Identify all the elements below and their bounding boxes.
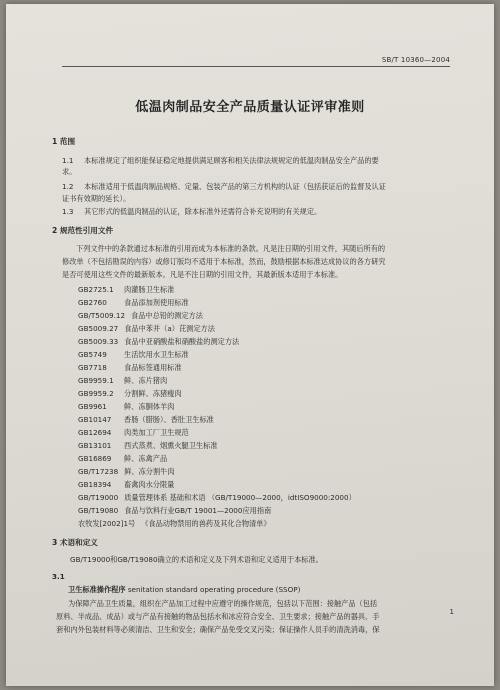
reference-item: GB12694 肉类加工厂卫生规范 (78, 428, 189, 437)
reference-item: GB9959.1 鲜、冻片猪肉 (78, 376, 168, 385)
term-body-line-1: 为保障产品卫生质量，组织在产品加工过程中应遵守的操作规范，包括以下范围：接触产品（包括 (68, 599, 378, 608)
term-body-line-2: 原料、半成品、成品）或与产品有接触的物品包括水和冰应符合安全、卫生要求；接触产品的器具、手 (56, 612, 380, 621)
normative-intro-line-2: 修改单（不包括勘误的内容）或修订版均不适用于本标准，然而，鼓励根据本标准达成协议的各方研究 (62, 257, 386, 266)
clause-1-1-text-cont: 求。 (62, 167, 77, 176)
reference-item: GB5009.27 食品中苯并（a）芘测定方法 (78, 324, 215, 333)
reference-item: GB2725.1 肉灌肠卫生标准 (78, 285, 175, 294)
standard-code: SB/T 10360—2004 (381, 56, 450, 64)
section-2-heading: 2 规范性引用文件 (52, 226, 114, 235)
reference-item: GB5009.33 食品中亚硝酸盐和硝酸盐的测定方法 (78, 337, 240, 346)
reference-item: 农牧发[2002]1号 《食品动物禁用的兽药及其化合物清单》 (78, 519, 271, 528)
reference-item: GB/T17238 鲜、冻分割牛肉 (78, 467, 175, 476)
reference-item: GB10147 香肠（腊肠）、香肚卫生标准 (78, 415, 214, 424)
clause-1-1-text: 本标准规定了组织能保证稳定地提供满足顾客和相关法律法规规定的低温肉制品安全产品的要 (84, 156, 379, 165)
reference-item: GB16869 鲜、冻禽产品 (78, 454, 168, 463)
clause-1-1-number: 1.1 (62, 156, 74, 165)
reference-item: GB5749 生活饮用水卫生标准 (78, 350, 189, 359)
reference-item: GB9961 鲜、冻胴体羊肉 (78, 402, 175, 411)
term-title: 卫生标准操作程序 senitation standard operating procedure (SSOP) (68, 585, 301, 594)
reference-item: GB/T19000 质量管理体系 基础和术语 （GB/T19000—2000，idtISO9000:2000） (78, 493, 356, 502)
clause-1-2-text-cont: 证书有效期的延长）。 (62, 194, 131, 203)
clause-1-3-number: 1.3 (62, 207, 74, 216)
terms-intro: GB/T19000和GB/T19080确立的术语和定义及下列术语和定义适用于本标准。 (70, 555, 323, 564)
clause-1-2-number: 1.2 (62, 182, 74, 191)
clause-1-3-text: 其它形式的低温肉制品的认证，除本标准外还需符合补充说明的有关规定。 (84, 207, 322, 216)
reference-item: GB9959.2 分割鲜、冻猪瘦肉 (78, 389, 182, 398)
document-page (6, 4, 494, 686)
header-rule (62, 66, 450, 67)
section-3-heading: 3 术语和定义 (52, 538, 98, 547)
term-body-line-3: 套和内外包装材料等必须清洁、卫生和安全；确保产品免受交叉污染；保证操作人员手的清洗消毒，保 (56, 625, 380, 634)
reference-item: GB7718 食品标签通用标准 (78, 363, 182, 372)
subclause-3-1-number: 3.1 (52, 572, 65, 581)
clause-1-2-text: 本标准适用于低温肉制品规格、定量、包装产品的第三方机构的认证（包括获证后的监督及认证 (84, 182, 386, 191)
reference-item: GB13101 西式蒸煮、烟熏火腿卫生标准 (78, 441, 218, 450)
page-number: 1 (449, 608, 454, 616)
reference-item: GB/T5009.12 食品中总铅的测定方法 (78, 311, 203, 320)
normative-intro-line-1: 下列文件中的条款通过本标准的引用而成为本标准的条款。凡是注日期的引用文件，其随后所有的 (76, 244, 386, 253)
reference-item: GB2760 食品添加剂使用标准 (78, 298, 189, 307)
section-1-heading: 1 范围 (52, 137, 76, 146)
reference-item: GB18394 畜禽肉水分限量 (78, 480, 175, 489)
normative-intro-line-3: 是否可使用这些文件的最新版本。凡是不注日期的引用文件，其最新版本适用于本标准。 (62, 270, 343, 279)
reference-item: GB/T19080 食品与饮料行业GB/T 19001—2000应用指南 (78, 506, 272, 515)
document-title: 低温肉制品安全产品质量认证评审准则 (135, 100, 365, 115)
